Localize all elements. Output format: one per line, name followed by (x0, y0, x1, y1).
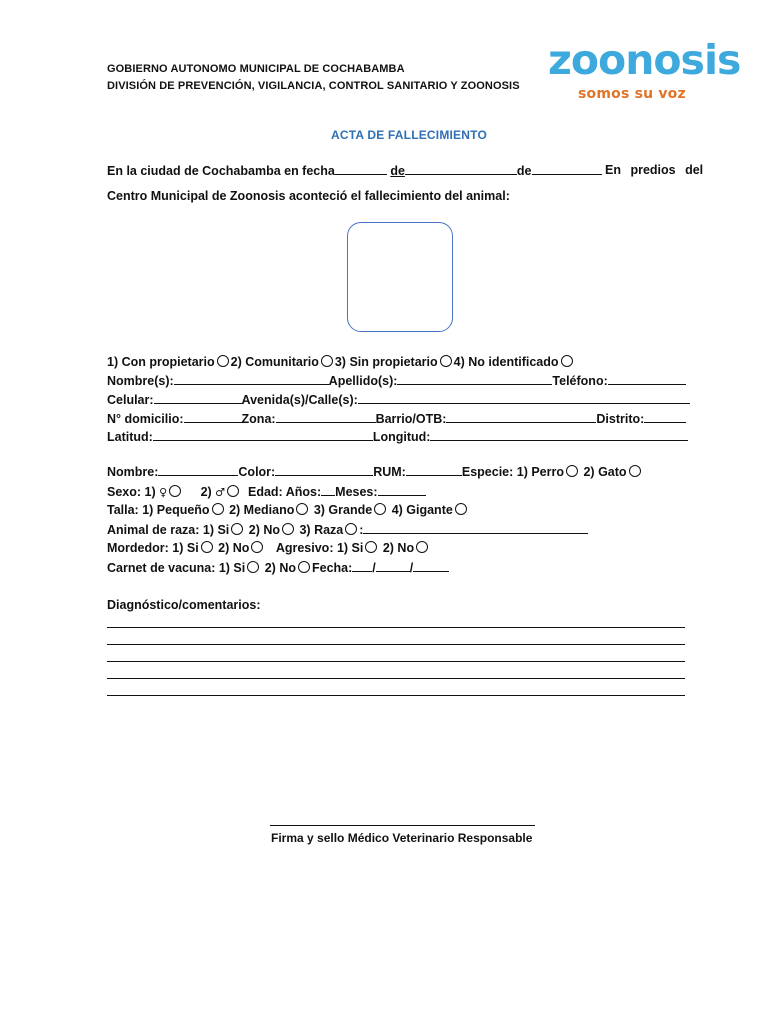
carnet-no-label: 2) No (264, 561, 296, 575)
rum-label: RUM: (373, 465, 406, 479)
intro-line-1 (107, 163, 602, 178)
especie-perro-label: Especie: 1) Perro (461, 465, 564, 479)
male-symbol-icon: ♂ (215, 486, 226, 499)
barrio-label: Barrio/OTB: (375, 412, 447, 426)
document-title: ACTA DE FALLECIMIENTO (331, 128, 487, 142)
radio-sin-propietario[interactable] (440, 355, 452, 367)
longitud-field[interactable] (430, 429, 688, 441)
radio-mediano[interactable] (296, 503, 308, 515)
logo-tagline: somos su voz (578, 86, 686, 102)
longitud-label: Longitud: (372, 430, 431, 444)
color-field[interactable] (275, 464, 373, 476)
radio-agresivo-si[interactable] (365, 541, 377, 553)
meses-label: Meses: (335, 485, 378, 499)
owner-row-3 (107, 411, 686, 426)
option-no-identificado: 4) No identificado (453, 355, 559, 369)
owner-row-4 (107, 429, 688, 444)
ownership-options (107, 355, 575, 369)
raza-field[interactable] (363, 522, 588, 534)
domicilio-field[interactable] (184, 411, 242, 423)
animal-nombre-field[interactable] (158, 464, 238, 476)
animal-row-4 (107, 522, 588, 537)
radio-comunitario[interactable] (321, 355, 333, 367)
radio-gato[interactable] (629, 465, 641, 477)
agresivo-si-label: Agresivo: 1) Si (275, 541, 364, 555)
radio-con-propietario[interactable] (217, 355, 229, 367)
option-comunitario: 2) Comunitario (230, 355, 319, 369)
apellidos-label: Apellido(s): (328, 374, 398, 388)
radio-pequeno[interactable] (212, 503, 224, 515)
telefono-label: Teléfono: (552, 374, 608, 388)
animal-nombre-label: Nombre: (107, 465, 159, 479)
avenida-field[interactable] (358, 392, 690, 404)
radio-perro[interactable] (566, 465, 578, 477)
raza-colon: : (359, 523, 364, 537)
fecha-slash-2: / (409, 561, 414, 575)
mordedor-si-label: Mordedor: 1) Si (107, 541, 199, 555)
radio-sexo-hembra[interactable] (169, 485, 181, 497)
intro-line-2: Centro Municipal de Zoonosis aconteció el fallecimiento del animal: (107, 189, 510, 203)
diagnostico-line-2[interactable] (107, 644, 685, 645)
carnet-si-label: Carnet de vacuna: 1) Si (107, 561, 246, 575)
logo-wordmark: zoonosis (548, 36, 741, 84)
animal-photo-box[interactable] (347, 222, 453, 332)
rum-field[interactable] (406, 464, 462, 476)
signature-line[interactable] (270, 825, 535, 826)
intro-de-1: de (390, 164, 405, 178)
radio-grande[interactable] (374, 503, 386, 515)
radio-carnet-si[interactable] (247, 561, 259, 573)
diagnostico-line-1[interactable] (107, 627, 685, 628)
radio-raza[interactable] (345, 523, 357, 535)
diagnostico-line-3[interactable] (107, 661, 685, 662)
animal-row-6 (107, 560, 449, 575)
fecha-dia-field[interactable] (352, 560, 372, 572)
diagnostico-line-4[interactable] (107, 678, 685, 679)
signature-label: Firma y sello Médico Veterinario Responsable (271, 831, 533, 845)
domicilio-label: N° domicilio: (107, 412, 184, 426)
nombres-label: Nombre(s): (107, 374, 174, 388)
radio-mordedor-no[interactable] (251, 541, 263, 553)
edad-anios-label: Edad: Años: (248, 485, 322, 499)
mordedor-no-label: 2) No (218, 541, 250, 555)
distrito-label: Distrito: (596, 412, 645, 426)
zona-label: Zona: (241, 412, 276, 426)
apellidos-field[interactable] (397, 373, 552, 385)
radio-no-identificado[interactable] (561, 355, 573, 367)
latitud-field[interactable] (153, 429, 373, 441)
intro-predios: En predios del (605, 163, 704, 177)
color-label: Color: (238, 465, 276, 479)
radio-agresivo-no[interactable] (416, 541, 428, 553)
fecha-slash-1: / (372, 561, 376, 575)
latitud-label: Latitud: (107, 430, 153, 444)
animal-row-2 (107, 484, 426, 499)
celular-field[interactable] (154, 392, 242, 404)
intro-de-2: de (516, 164, 532, 178)
owner-row-1 (107, 373, 686, 388)
telefono-field[interactable] (608, 373, 686, 385)
female-symbol-icon: ♀ (159, 486, 168, 499)
diagnostico-label: Diagnóstico/comentarios: (107, 598, 261, 612)
agresivo-no-label: 2) No (382, 541, 415, 555)
raza-no-label: 2) No (248, 523, 280, 537)
animal-row-1 (107, 464, 643, 479)
talla-mediano-label: 2) Mediano (229, 503, 295, 517)
meses-field[interactable] (378, 484, 426, 496)
radio-raza-no[interactable] (282, 523, 294, 535)
avenida-label: Avenida(s)/Calle(s): (241, 393, 358, 407)
zoonosis-logo (548, 36, 741, 84)
institution-name: GOBIERNO AUTONOMO MUNICIPAL DE COCHABAMBA (107, 63, 405, 75)
sexo-label: Sexo: 1) (107, 485, 156, 499)
talla-pequeno-label: Talla: 1) Pequeño (107, 503, 210, 517)
division-name: DIVISIÓN DE PREVENCIÓN, VIGILANCIA, CONTROL SANITARIO Y ZOONOSIS (107, 80, 520, 92)
date-month-blank[interactable] (405, 163, 517, 175)
option-sin-propietario: 3) Sin propietario (334, 355, 438, 369)
fecha-label: Fecha: (311, 561, 353, 575)
anios-field[interactable] (321, 484, 335, 496)
animal-row-3 (107, 503, 469, 517)
talla-gigante-label: 4) Gigante (391, 503, 453, 517)
sexo-2-label: 2) (200, 485, 212, 499)
option-con-propietario: 1) Con propietario (107, 355, 215, 369)
date-year-blank[interactable] (532, 163, 602, 175)
radio-raza-si[interactable] (231, 523, 243, 535)
intro-text: En la ciudad de Cochabamba en fecha (107, 164, 335, 178)
raza-3-label: 3) Raza (299, 523, 344, 537)
fecha-anio-field[interactable] (413, 560, 449, 572)
date-day-blank[interactable] (335, 163, 387, 175)
radio-sexo-macho[interactable] (227, 485, 239, 497)
radio-carnet-no[interactable] (298, 561, 310, 573)
especie-gato-label: 2) Gato (583, 465, 627, 479)
celular-label: Celular: (107, 393, 154, 407)
owner-row-2 (107, 392, 690, 407)
animal-row-5 (107, 541, 430, 555)
barrio-field[interactable] (446, 411, 596, 423)
raza-si-label: Animal de raza: 1) Si (107, 523, 230, 537)
nombres-field[interactable] (174, 373, 329, 385)
radio-mordedor-si[interactable] (201, 541, 213, 553)
fecha-mes-field[interactable] (376, 560, 410, 572)
zona-field[interactable] (276, 411, 376, 423)
talla-grande-label: 3) Grande (313, 503, 373, 517)
radio-gigante[interactable] (455, 503, 467, 515)
distrito-field[interactable] (644, 411, 686, 423)
diagnostico-line-5[interactable] (107, 695, 685, 696)
